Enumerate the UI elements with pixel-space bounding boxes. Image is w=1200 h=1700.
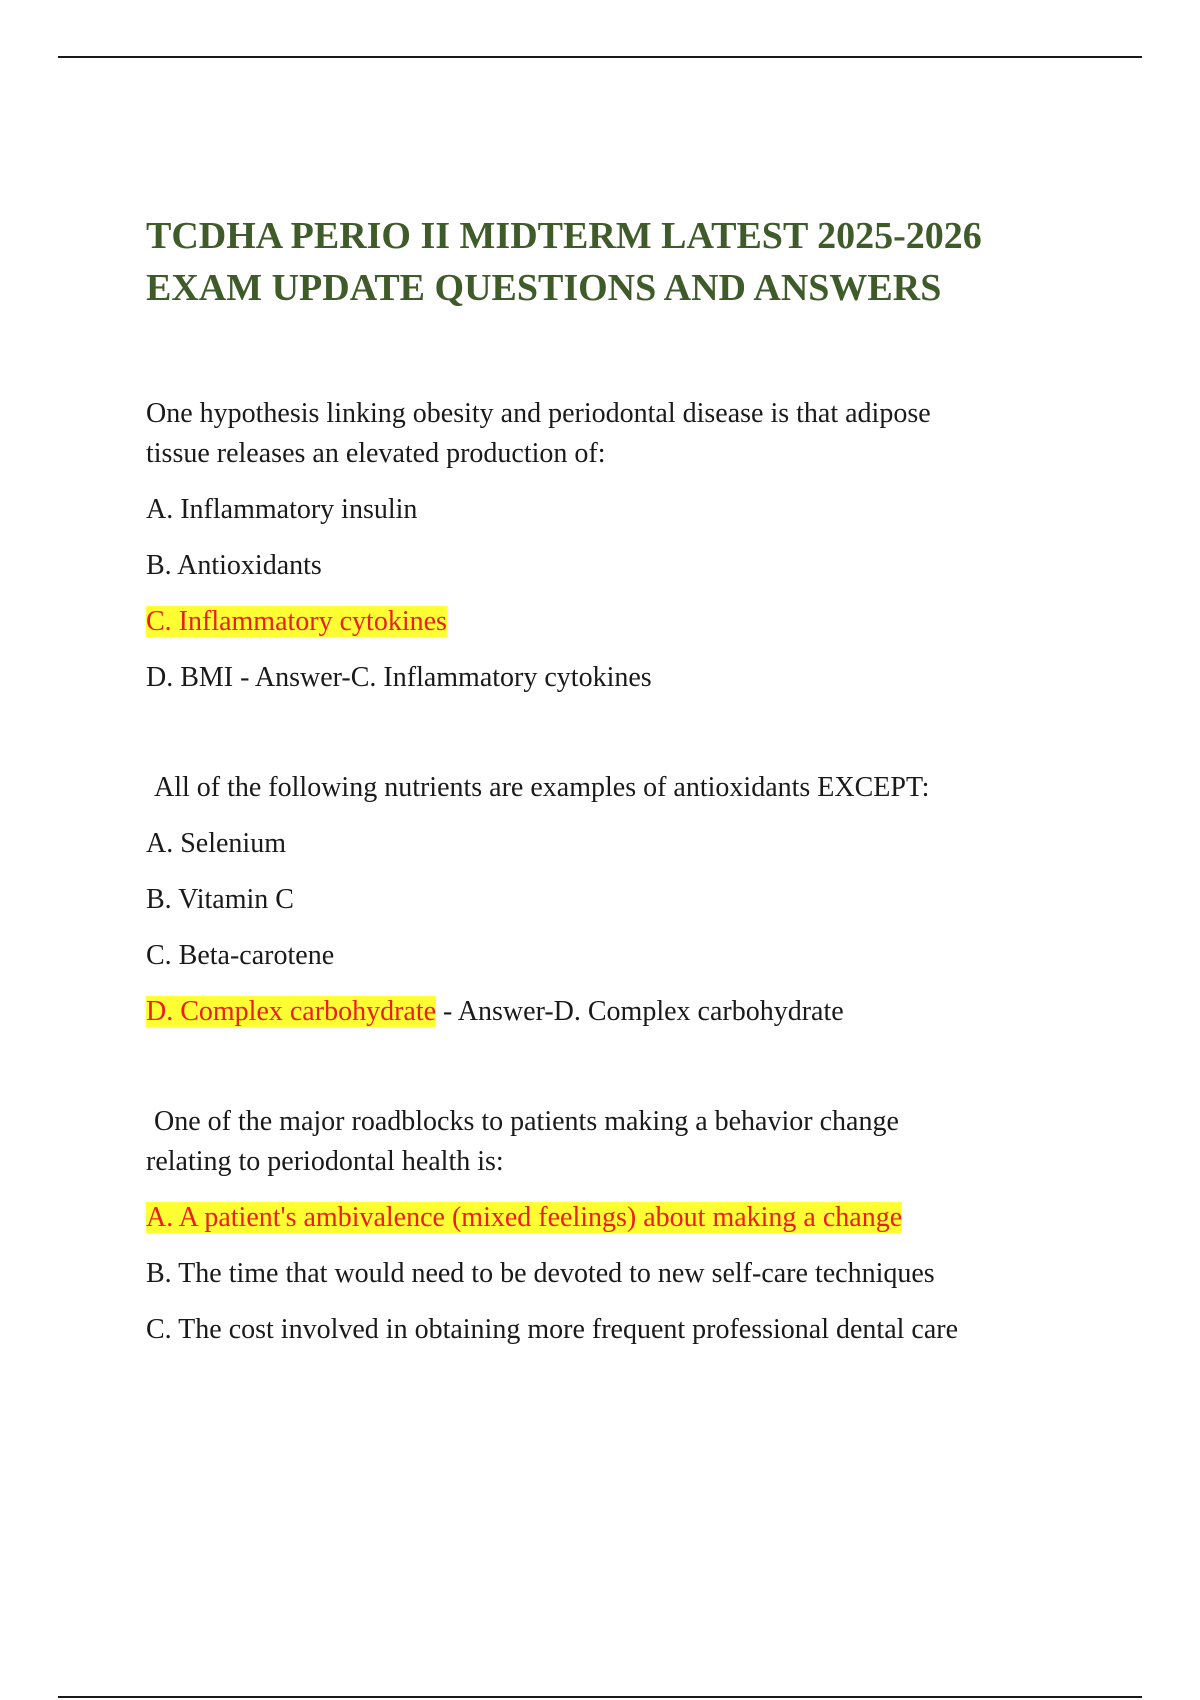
document-title xyxy=(146,210,1106,314)
title-line-2: EXAM UPDATE QUESTIONS AND ANSWERS xyxy=(146,267,942,309)
question-text: One hypothesis linking obesity and periodontal disease is that adipose tissue releases an elevated production of: xyxy=(146,398,931,469)
answer-suffix: - Answer-D. Complex carbohydrate xyxy=(436,996,844,1027)
option-b: B. The time that would need to be devoted to new self-care techniques xyxy=(146,1258,935,1289)
question-text: All of the following nutrients are examples of antioxidants EXCEPT: xyxy=(154,772,930,803)
option-b: B. Vitamin C xyxy=(146,884,294,915)
highlighted-answer: A. A patient's ambivalence (mixed feelings) about making a change xyxy=(146,1202,903,1233)
option-c xyxy=(146,602,1106,642)
option-b: B. Antioxidants xyxy=(146,550,322,581)
question-text: One of the major roadblocks to patients making a behavior change relating to periodontal health is: xyxy=(146,1106,899,1177)
option-c: C. The cost involved in obtaining more frequent professional dental care xyxy=(146,1314,959,1345)
question-block-2 xyxy=(146,768,1106,1032)
option-a xyxy=(146,1198,1106,1238)
highlighted-answer: C. Inflammatory cytokines xyxy=(146,606,447,637)
question-block-3 xyxy=(146,1102,1106,1350)
option-a: A. Selenium xyxy=(146,828,286,859)
option-d: D. BMI - Answer-C. Inflammatory cytokines xyxy=(146,662,652,693)
document-body xyxy=(146,210,1106,1350)
option-a: A. Inflammatory insulin xyxy=(146,494,418,525)
highlighted-answer: D. Complex carbohydrate xyxy=(146,996,437,1027)
title-line-1: TCDHA PERIO II MIDTERM LATEST 2025-2026 xyxy=(146,215,982,257)
question-block-1 xyxy=(146,394,1106,698)
option-c: C. Beta-carotene xyxy=(146,940,335,971)
bottom-rule xyxy=(58,1696,1142,1698)
option-d xyxy=(146,992,1106,1032)
top-rule xyxy=(58,56,1142,58)
